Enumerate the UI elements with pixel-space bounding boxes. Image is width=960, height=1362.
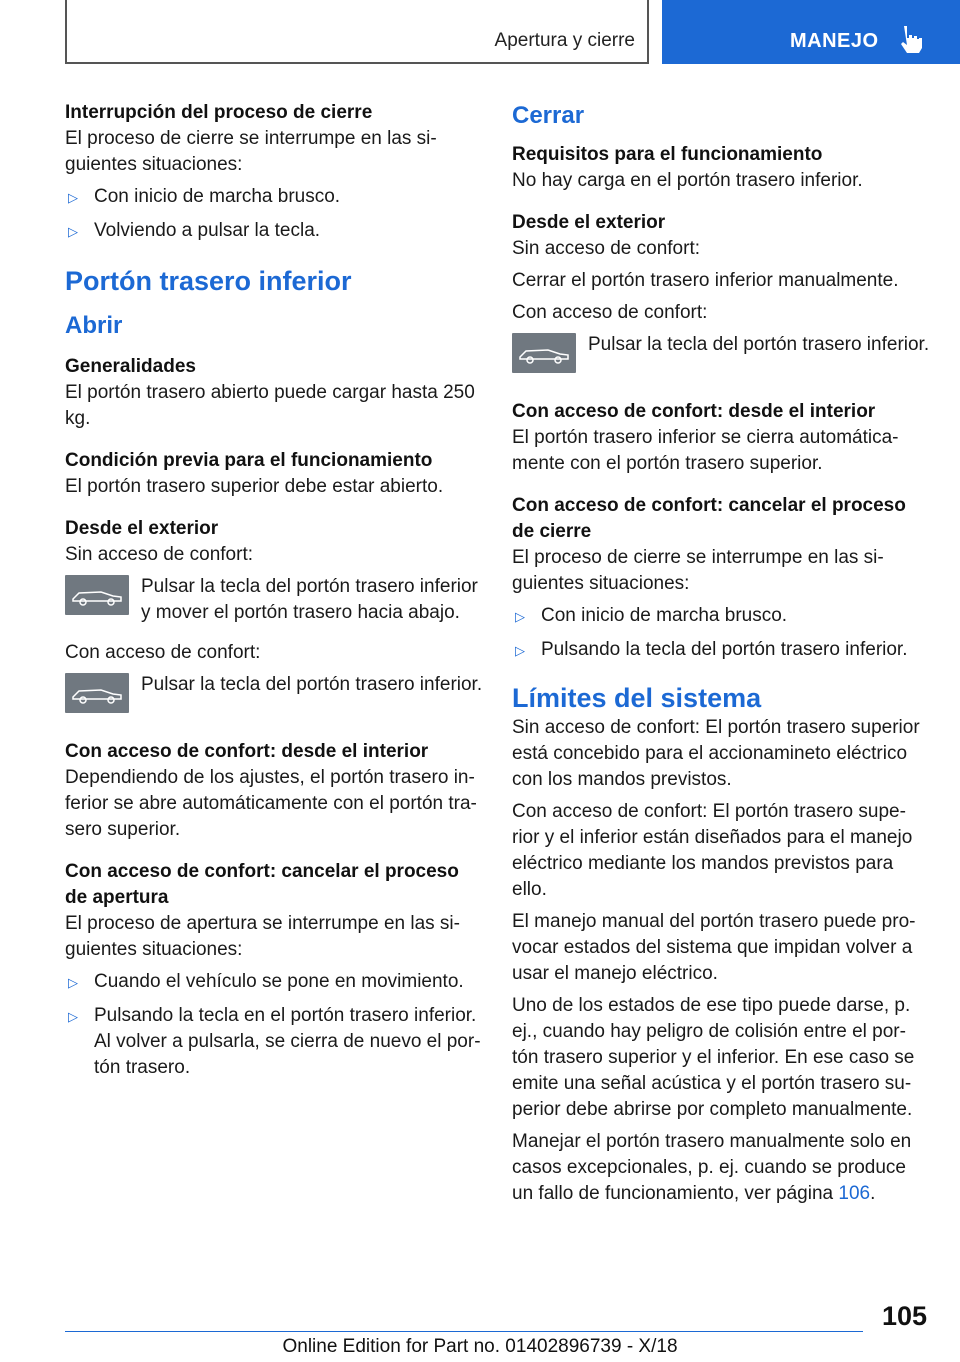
no-comfort-label: Sin acceso de confort: bbox=[512, 238, 700, 259]
page-link[interactable]: 106 bbox=[838, 1183, 871, 1204]
list-item: ▷ Con inicio de marcha brusco. bbox=[512, 603, 932, 630]
requirements-heading: Requisitos para el funcionamiento bbox=[512, 144, 823, 165]
car-tailgate-icon bbox=[512, 333, 576, 373]
close-title: Cerrar bbox=[512, 102, 585, 129]
triangle-bullet-icon: ▷ bbox=[68, 190, 78, 205]
cancel-heading: Con acceso de confort: cancelar el proceso de apertura bbox=[65, 861, 459, 908]
cancel-heading: Con acceso de confort: cancelar el proceso de cierre bbox=[512, 495, 906, 542]
instruction-row bbox=[512, 332, 932, 373]
triangle-bullet-icon: ▷ bbox=[68, 975, 78, 990]
page-number: 105 bbox=[881, 1301, 927, 1331]
hand-pointer-icon bbox=[898, 24, 924, 54]
triangle-bullet-icon: ▷ bbox=[515, 643, 525, 658]
list-item: ▷ Con inicio de marcha brusco. bbox=[65, 184, 483, 211]
limits-paragraph: Uno de los estados de ese tipo puede darse, p. ej., cuando hay peligro de colisión entre el por-tón trasero superior y el inferior. En ese caso se emite una señal acústica y el portón trasero su-perior debe abrirse por completo manualmente. bbox=[512, 995, 915, 1120]
car-tailgate-icon bbox=[65, 575, 129, 615]
precondition-text: El portón trasero superior debe estar abierto. bbox=[65, 476, 444, 497]
triangle-bullet-icon: ▷ bbox=[68, 224, 78, 239]
open-title: Abrir bbox=[65, 312, 123, 339]
header-chapter-title: MANEJO bbox=[790, 30, 879, 52]
interrupt-heading: Interrupción del proceso de cierre bbox=[65, 102, 373, 123]
inside-heading: Con acceso de confort: desde el interior bbox=[512, 401, 876, 422]
inside-heading: Con acceso de confort: desde el interior bbox=[65, 741, 429, 762]
footer-edition: Online Edition for Part no. 01402896739 - X/18 bbox=[282, 1336, 678, 1357]
instruction-row bbox=[65, 574, 483, 626]
interrupt-text: El proceso de cierre se interrumpe en las si-guientes situaciones: bbox=[65, 128, 437, 175]
triangle-bullet-icon: ▷ bbox=[515, 609, 525, 624]
limits-paragraph: Manejar el portón trasero manualmente solo en casos excepcionales, p. ej. cuando se produce un fallo de funcionamiento, ver página 106. bbox=[512, 1131, 912, 1204]
triangle-bullet-icon: ▷ bbox=[68, 1009, 78, 1024]
limits-paragraph: Con acceso de confort: El portón trasero supe-rior y el inferior están diseñados para el manejo eléctrico mediante los mandos previstos para ello. bbox=[512, 801, 913, 900]
inside-text: Dependiendo de los ajustes, el portón trasero in-ferior se abre automáticamente con el portón tra-sero superior. bbox=[65, 767, 477, 840]
cancel-text: El proceso de cierre se interrumpe en las si-guientes situaciones: bbox=[512, 547, 884, 594]
list-item: ▷ Pulsando la tecla en el portón trasero inferior. Al volver a pulsarla, se cierra de nuevo el por-tón trasero. bbox=[65, 1003, 483, 1081]
header-section-title: Apertura y cierre bbox=[494, 30, 635, 51]
list-item: ▷ Volviendo a pulsar la tecla. bbox=[65, 218, 483, 245]
limits-title: Límites del sistema bbox=[512, 683, 762, 713]
instruction-text: Pulsar la tecla del portón trasero inferior. bbox=[141, 674, 483, 695]
instruction-row bbox=[65, 672, 483, 713]
comfort-label: Con acceso de confort: bbox=[512, 302, 708, 323]
general-text: El portón trasero abierto puede cargar hasta 250 kg. bbox=[65, 382, 475, 429]
limits-paragraph: El manejo manual del portón trasero puede pro-vocar estados del sistema que impidan volver a usar el manejo eléctrico. bbox=[512, 911, 916, 984]
list-item: ▷ Pulsando la tecla del portón trasero inferior. bbox=[512, 637, 932, 664]
car-tailgate-icon bbox=[65, 673, 129, 713]
comfort-label: Con acceso de confort: bbox=[65, 642, 261, 663]
instruction-text: Pulsar la tecla del portón trasero inferior. bbox=[588, 334, 930, 355]
header-section-box bbox=[65, 0, 649, 64]
instruction-text: Pulsar la tecla del portón trasero inferior y mover el portón trasero hacia abajo. bbox=[141, 576, 478, 623]
list-item: ▷ Cuando el vehículo se pone en movimiento. bbox=[65, 969, 483, 996]
footer-divider bbox=[65, 1331, 863, 1332]
requirements-text: No hay carga en el portón trasero inferior. bbox=[512, 170, 863, 191]
outside-heading: Desde el exterior bbox=[512, 212, 666, 233]
general-heading: Generalidades bbox=[65, 356, 196, 377]
precondition-heading: Condición previa para el funcionamiento bbox=[65, 450, 433, 471]
no-comfort-text: Cerrar el portón trasero inferior manualmente. bbox=[512, 270, 899, 291]
inside-text: El portón trasero inferior se cierra automática-mente con el portón trasero superior. bbox=[512, 427, 899, 474]
outside-heading: Desde el exterior bbox=[65, 518, 219, 539]
right-column bbox=[512, 100, 932, 1207]
section-title: Portón trasero inferior bbox=[65, 266, 352, 296]
cancel-text: El proceso de apertura se interrumpe en las si-guientes situaciones: bbox=[65, 913, 460, 960]
left-column bbox=[65, 100, 483, 1088]
limits-paragraph: Sin acceso de confort: El portón trasero superior está concebido para el accionamineto eléctrico con los mandos previstos. bbox=[512, 717, 920, 790]
no-comfort-label: Sin acceso de confort: bbox=[65, 544, 253, 565]
header-chapter-tab[interactable] bbox=[662, 0, 960, 64]
